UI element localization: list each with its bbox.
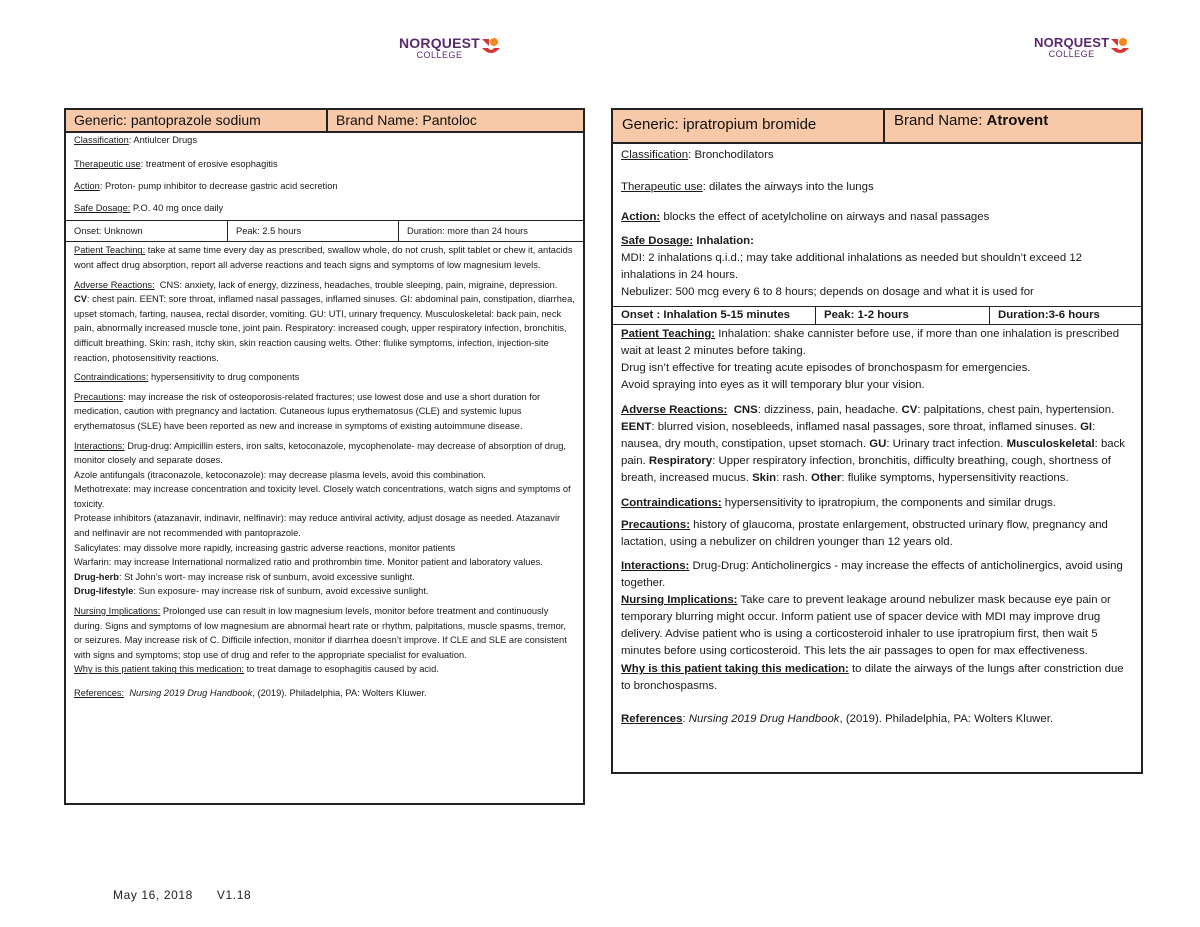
safe-dosage: Safe Dosage: P.O. 40 mg once daily <box>74 202 224 213</box>
logo-mark-icon <box>480 36 502 58</box>
action: Action: blocks the effect of acetylcholine on airways and nasal passages <box>621 211 990 223</box>
onset-row <box>66 220 583 242</box>
norquest-logo <box>1034 36 1131 59</box>
teaching-line: Avoid spraying into eyes as it will temporary blur your vision. <box>621 379 925 391</box>
brand-name-cell: Brand Name: Atrovent <box>894 112 1049 129</box>
drug-card-pantoprazole <box>64 108 585 805</box>
patient-teaching: Patient Teaching: Inhalation: shake cannister before use, if more than one inhalation is prescribed wait at least 2 minutes before taking. <box>621 328 1120 357</box>
logo-mark-icon <box>1109 36 1131 58</box>
drug-card-header <box>66 110 583 133</box>
precautions: Precautions: may increase the risk of osteoporosis-related fractures; use lowest dose and use a short duration for medication, caution with pregnancy and lactation. Cutaneous lupus erythematosus (CLE) and systemic lupus erythematosus (SLE) have been reported as new and increase in symptoms of existing autoimmune disease. <box>74 391 541 431</box>
classification: Classification: Antiulcer Drugs <box>74 135 197 145</box>
dosage-mdi: MDI: 2 inhalations q.i.d.; may take additional inhalations as needed but shouldn’t exceed 12 inhalations in 24 hours. <box>621 252 1082 281</box>
interaction-line: Warfarin: may increase International normalized ratio and prothrombin time. Monitor patient and laboratory values. <box>74 557 543 568</box>
onset-row <box>613 306 1141 325</box>
interaction-line: Drug-herb: St John’s wort- may increase risk of sunburn, avoid excessive sunlight. <box>74 571 415 582</box>
classification: Classification: Bronchodilators <box>621 149 774 161</box>
interactions: Interactions: Drug-Drug: Anticholinergics - may increase the effects of anticholinergics, avoid using together. <box>621 560 1123 589</box>
nursing-implications: Nursing Implications: Take care to prevent leakage around nebulizer mask because eye pain or temporary blurring might occur. Inform patient use of spacer device with MDI may improve drug delivery. Advise patient who is using a corticosteroid inhaler to use ipratropium first, then wait 5 minutes before using corticosteroid. This lets the air passages to open for max effectiveness. <box>621 594 1111 657</box>
safe-dosage: Safe Dosage: Inhalation: <box>621 235 754 247</box>
adverse-reactions: Adverse Reactions: CNS: anxiety, lack of energy, dizziness, headaches, trouble sleeping, pain, migraine, depression. CV: chest pain. EENT: sore throat, inflamed nasal passages, inflamed sinuses. GI: abdominal pain, constipation, diarrhea, upset stomach, farting, nausea, rectal disorder, vomiting. GU: UTI, urinary frequency. Musculoskeletal: back pain, neck pain, abnormally increased muscle tone, joint pain. Respiratory: increased cough, upper respiratory infection, bronchitis, difficult breathing. Skin: rash, itchy skin, skin reaction causing welts. Other: flulike symptoms, infection, injection-site reaction, photosensitivity reactions. <box>74 279 575 363</box>
interactions: Interactions: Drug-drug: Ampicillin esters, iron salts, ketoconazole, mycophenolate- may decrease of absorption of drug, monitor closely and separate doses. <box>74 440 566 466</box>
onset: Onset: Unknown <box>74 226 143 237</box>
footer-date: May 16, 2018 <box>113 888 193 902</box>
interaction-line: Salicylates: may dissolve more rapidly, increasing gastric adverse reactions, monitor patients <box>74 542 456 553</box>
interaction-line: Azole antifungals (itraconazole, ketoconazole): may decrease plasma levels, avoid this combination. <box>74 469 486 480</box>
contraindications: Contraindications: hypersensitivity to drug components <box>74 372 300 383</box>
interaction-line: Methotrexate: may increase concentration and toxicity level. Closely watch concentrations, watch signs and symptoms of toxicity. <box>74 484 571 509</box>
interaction-line: Protease inhibitors (atazanavir, indinavir, nelfinavir): may reduce antiviral activity, adjust dosage as needed. Atazanavir and nelfinavir are not recommended with pantoprazole. <box>74 513 561 539</box>
patient-teaching: Patient Teaching: take at same time every day as prescribed, swallow whole, do not crush, split tablet or chew it, antacids wont affect drug absorption, report all adverse reactions and teach signs and symptoms of low magnesium levels. <box>74 245 573 270</box>
action: Action: Proton- pump inhibitor to decrease gastric acid secretion <box>74 181 338 192</box>
generic-name-cell: Generic: pantoprazole sodium <box>66 110 328 131</box>
contraindications: Contraindications: hypersensitivity to ipratropium, the components and similar drugs. <box>621 497 1056 509</box>
logo-wordmark: NORQUEST <box>1034 35 1110 50</box>
therapeutic-use: Therapeutic use: dilates the airways into the lungs <box>621 181 874 193</box>
footer-version: V1.18 <box>216 888 252 902</box>
page-footer <box>113 888 251 902</box>
logo-wordmark: NORQUEST <box>399 35 480 51</box>
teaching-line: Drug isn’t effective for treating acute episodes of bronchospasm for emergencies. <box>621 362 1031 374</box>
peak: Peak: 1-2 hours <box>815 307 989 324</box>
norquest-logo <box>399 36 502 60</box>
generic-name: ipratropium bromide <box>682 116 817 133</box>
peak: Peak: 2.5 hours <box>227 221 398 241</box>
duration: Duration:3-6 hours <box>989 307 1108 324</box>
brand-name: Pantoloc <box>422 112 477 128</box>
dosage-nebulizer: Nebulizer: 500 mcg every 6 to 8 hours; depends on dosage and what it is used for <box>621 286 1034 298</box>
nursing-implications: Nursing Implications: Prolonged use can result in low magnesium levels, monitor before treatment and continuously during. Signs and symptoms of low magnesium are abnormal heart rate or rhythm, palpitations, muscle spasms, tremor, or seizures. May increase risk of C. Difficile infection, monitor if diarrhea doesn’t improve. If CLE and SLE are consistent with signs and symptoms; stop use of drug and refer to the appropriate specialist for evaluation. <box>74 606 567 660</box>
references: References: Nursing 2019 Drug Handbook, (2019). Philadelphia, PA: Wolters Kluwer. <box>621 713 1054 725</box>
drug-card-header <box>613 110 1141 144</box>
therapeutic-use: Therapeutic use: treatment of erosive esophagitis <box>74 158 278 169</box>
why-taking: Why is this patient taking this medication: to dilate the airways of the lungs after constriction due to bronchospasms. <box>621 663 1124 692</box>
onset: Onset : Inhalation 5-15 minutes <box>621 309 790 321</box>
drug-card-ipratropium <box>611 108 1143 774</box>
duration: Duration: more than 24 hours <box>398 221 536 241</box>
brand-name-cell: Brand Name: Pantoloc <box>336 112 477 128</box>
generic-name-cell: Generic: ipratropium bromide <box>613 110 885 142</box>
references: References: Nursing 2019 Drug Handbook, (2019). Philadelphia, PA: Wolters Kluwer. <box>74 688 427 698</box>
brand-name: Atrovent <box>986 112 1049 129</box>
drug-card-body <box>66 133 583 701</box>
adverse-reactions: Adverse Reactions: CNS: dizziness, pain, headache. CV: palpitations, chest pain, hypertension. EENT: blurred vision, nosebleeds, inflamed nasal passages, sore throat, inflamed sinuses. GI: nausea, dry mouth, constipation, upset stomach. GU: Urinary tract infection. Musculoskeletal: back pain. Respiratory: Upper respiratory infection, bronchitis, difficulty breathing, cough, shortness of breath, increased mucus. Skin: rash. Other: flulike symptoms, hypersensitivity reactions. <box>621 404 1125 484</box>
interaction-line: Drug-lifestyle: Sun exposure- may increase risk of sunburn, avoid excessive sunlight. <box>74 586 429 597</box>
generic-name: pantoprazole sodium <box>130 112 261 128</box>
drug-card-body <box>613 147 1141 728</box>
why-taking: Why is this patient taking this medication: to treat damage to esophagitis caused by acid. <box>74 664 439 675</box>
precautions: Precautions: history of glaucoma, prostate enlargement, obstructed urinary flow, pregnancy and lactation, using a nebulizer on children younger than 12 years old. <box>621 519 1108 548</box>
logo-subtitle: COLLEGE <box>1048 49 1095 59</box>
logo-subtitle: COLLEGE <box>416 50 463 60</box>
